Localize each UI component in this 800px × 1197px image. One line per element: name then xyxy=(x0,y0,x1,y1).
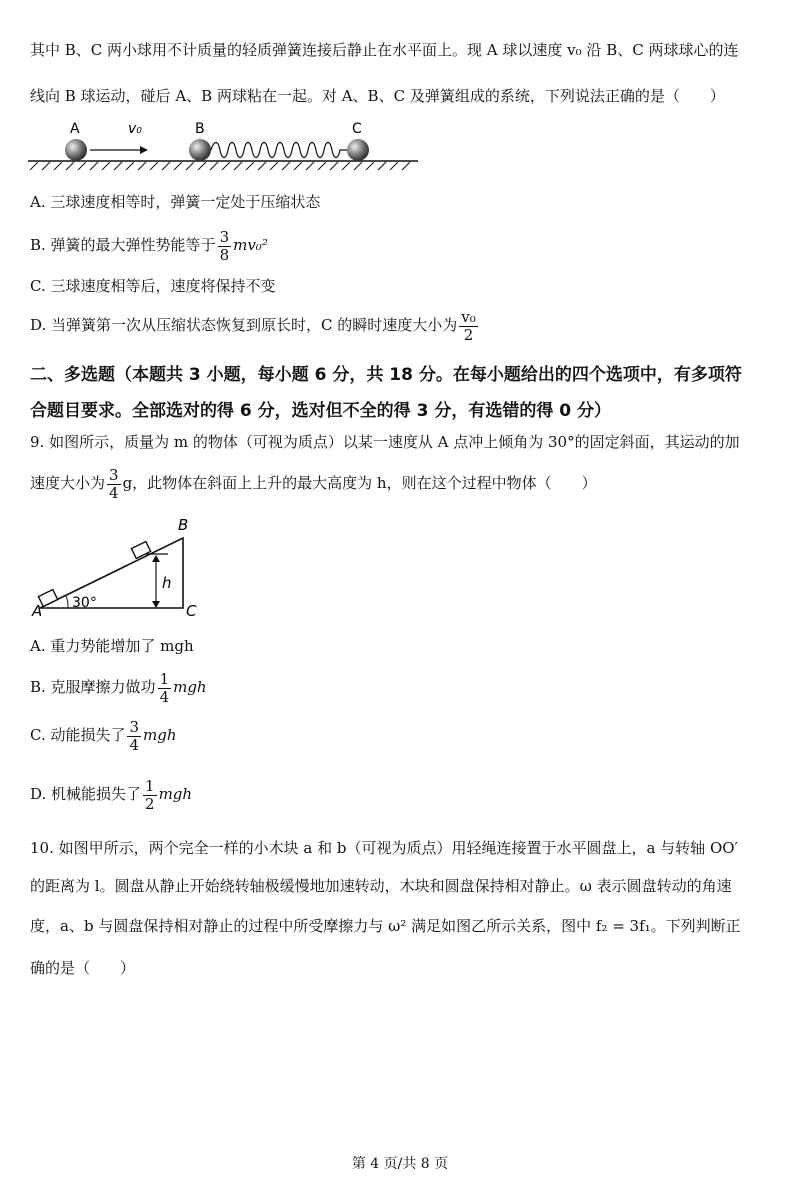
label-b: B xyxy=(195,121,205,137)
label-a: A xyxy=(70,121,80,137)
q9-option-c-text: C. 动能损失了 xyxy=(30,726,126,744)
label-c: C xyxy=(352,121,362,137)
incline-triangle xyxy=(40,538,183,608)
frac-den: 4 xyxy=(109,483,119,502)
q8-option-d-fraction xyxy=(459,309,478,344)
height-arrow-down xyxy=(152,601,160,608)
label-angle: 30° xyxy=(72,595,97,611)
q9-option-c[interactable] xyxy=(30,716,177,754)
ground-hatch xyxy=(30,162,410,170)
frac-num: 3 xyxy=(129,717,140,736)
q8-option-b-text: B. 弹簧的最大弹性势能等于 xyxy=(30,236,216,254)
frac-den: 8 xyxy=(219,245,230,264)
q9-option-d[interactable] xyxy=(30,775,192,813)
q9-stem-line2-post: g，此物体在斜面上上升的最大高度为 h，则在这个过程中物体（ ） xyxy=(122,474,597,492)
q9-stem-line1: 9. 如图所示，质量为 m 的物体（可视为质点）以某一速度从 A 点冲上倾角为 30°的固定斜面，其运动的加 xyxy=(30,433,740,451)
section2-heading-line1: 二、多选题（本题共 3 小题，每小题 6 分，共 18 分。在每小题给出的四个选项中，有多项符 xyxy=(30,365,742,385)
label-v0: v₀ xyxy=(128,121,142,137)
q9-option-d-text: D. 机械能损失了 xyxy=(30,785,142,803)
ball-a xyxy=(65,139,87,161)
frac-den: 2 xyxy=(463,325,474,344)
q9-incline-figure xyxy=(28,510,218,620)
ball-c xyxy=(347,139,369,161)
q9-option-d-fraction xyxy=(143,778,157,813)
q9-option-c-expr: mgh xyxy=(143,726,177,744)
q8-stem-line1: 其中 B、C 两小球用不计质量的轻质弹簧连接后静止在水平面上。现 A 球以速度 v₀ 沿 B、C 两球球心的连 xyxy=(30,41,739,59)
spring xyxy=(211,143,347,158)
q9-stem-fraction xyxy=(107,467,121,502)
frac-num: v₀ xyxy=(461,307,476,326)
q8-option-d[interactable] xyxy=(30,306,480,344)
section2-heading-line2: 合题目要求。全部选对的得 6 分，选对但不全的得 3 分，有选错的得 0 分） xyxy=(30,401,611,421)
q8-stem-line2: 线向 B 球运动，碰后 A、B 两球粘在一起。对 A、B、C 及弹簧组成的系统，下列说法正确的是（ ） xyxy=(30,87,725,105)
q8-option-c[interactable]: C. 三球速度相等后，速度将保持不变 xyxy=(30,277,276,295)
q9-option-a[interactable]: A. 重力势能增加了 mgh xyxy=(30,637,194,655)
q9-option-d-expr: mgh xyxy=(158,785,193,803)
q10-stem-line3: 度，a、b 与圆盘保持相对静止的过程中所受摩擦力与 ω² 满足如图乙所示关系，图中 f₂ = 3f₁。下列判断正 xyxy=(30,917,741,935)
q8-option-b[interactable] xyxy=(30,226,268,264)
angle-arc xyxy=(66,596,68,608)
q10-stem-line1: 10. 如图甲所示，两个完全一样的小木块 a 和 b（可视为质点）用轻绳连接置于水平圆盘上，a 与转轴 OO′ xyxy=(30,839,738,857)
q9-stem-line2 xyxy=(30,464,597,502)
q9-option-b[interactable] xyxy=(30,668,207,706)
q9-option-b-fraction xyxy=(158,671,172,706)
q10-stem-line2: 的距离为 l。圆盘从静止开始绕转轴极缓慢地加速转动，木块和圆盘保持相对静止。ω 表示圆盘转动的角速 xyxy=(30,877,732,895)
q9-option-b-text: B. 克服摩擦力做功 xyxy=(30,678,156,696)
frac-den: 4 xyxy=(129,735,140,754)
frac-num: 1 xyxy=(145,776,155,795)
page-footer: 第 4 页/共 8 页 xyxy=(351,1156,449,1172)
label-c: C xyxy=(186,602,197,620)
frac-den: 4 xyxy=(159,687,170,706)
height-arrow-up xyxy=(152,555,160,562)
arrow-head xyxy=(140,146,148,154)
frac-den: 2 xyxy=(145,794,155,813)
label-a: A xyxy=(32,602,43,620)
q8-option-a[interactable]: A. 三球速度相等时，弹簧一定处于压缩状态 xyxy=(30,193,321,211)
q8-option-b-fraction xyxy=(218,229,232,264)
q8-option-d-text: D. 当弹簧第一次从压缩状态恢复到原长时，C 的瞬时速度大小为 xyxy=(30,316,458,334)
frac-num: 3 xyxy=(219,227,230,246)
label-b: B xyxy=(178,516,189,534)
q9-option-b-expr: mgh xyxy=(173,678,207,696)
ball-b xyxy=(189,139,211,161)
q8-option-b-expr: mv₀² xyxy=(233,236,268,254)
label-h: h xyxy=(162,574,172,592)
q8-figure xyxy=(28,118,428,174)
q9-stem-line2-pre: 速度大小为 xyxy=(30,474,106,492)
q9-option-c-fraction xyxy=(127,719,141,754)
frac-num: 3 xyxy=(109,465,119,484)
frac-num: 1 xyxy=(159,669,170,688)
q10-stem-line4: 确的是（ ） xyxy=(30,959,136,977)
